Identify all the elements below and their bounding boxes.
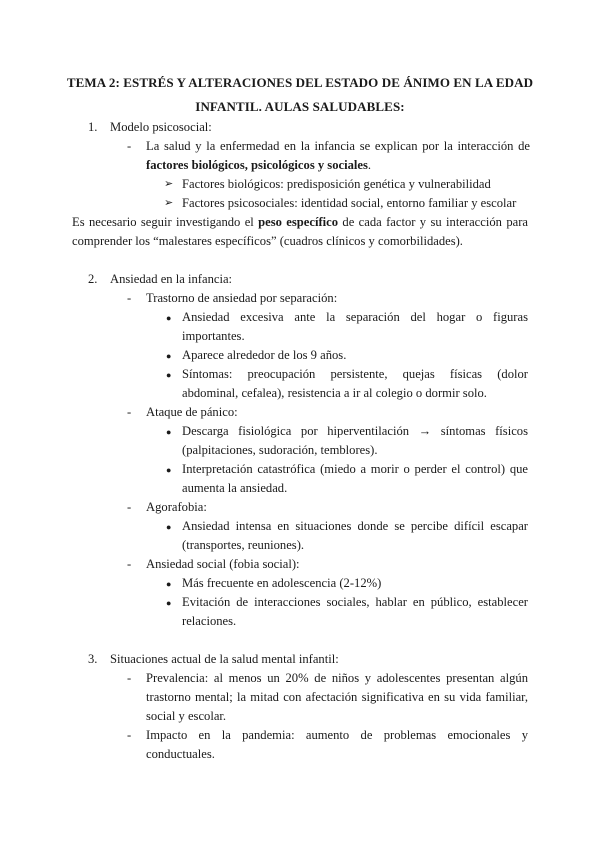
separation-bullet-3-line-1: Síntomas: preocupación persistente, quejas físicas (dolor (182, 367, 528, 381)
panic-attack-title: Ataque de pánico: (146, 405, 238, 419)
bullet-dot-icon: ● (166, 579, 172, 589)
prevalence-line-3: social y escolar. (146, 709, 227, 723)
section-3-number: 3. (88, 652, 98, 666)
separation-anxiety-title: Trastorno de ansiedad por separación: (146, 291, 338, 305)
dash-bullet: - (127, 405, 132, 419)
bullet-dot-icon: ● (166, 370, 172, 380)
dash-bullet: - (127, 139, 132, 153)
dash-bullet: - (127, 500, 132, 514)
document-title-line-1: TEMA 2: ESTRÉS Y ALTERACIONES DEL ESTADO DE ÁNIMO EN LA EDAD (66, 75, 534, 90)
bullet-dot-icon: ● (166, 522, 172, 532)
bullet-dot-icon: ● (166, 351, 172, 361)
separation-bullet-3-line-2: abdominal, cefalea), resistencia a ir al colegio o dormir solo. (182, 386, 487, 400)
factor-psychosocial: Factores psicosociales: identidad social, entorno familiar y escolar (182, 196, 517, 210)
bullet-dot-icon: ● (166, 427, 172, 437)
arrow-bullet-icon: ➢ (164, 178, 174, 190)
social-anxiety-title: Ansiedad social (fobia social): (146, 557, 300, 571)
section-2-number: 2. (88, 272, 98, 286)
bullet-dot-icon: ● (166, 465, 172, 475)
section-3-heading: Situaciones actual de la salud mental infantil: (110, 652, 339, 666)
document-title-line-2: INFANTIL. AULAS SALUDABLES: (195, 99, 405, 114)
section-1-heading: Modelo psicosocial: (110, 120, 212, 134)
dash-bullet: - (127, 291, 132, 305)
social-bullet-2-line-2: relaciones. (182, 614, 237, 628)
panic-bullet-2-line-2: aumenta la ansiedad. (182, 481, 288, 495)
section-1-paragraph-line-2: factores biológicos, psicológicos y sociales. (146, 158, 372, 172)
pandemic-impact-line-1: Impacto en la pandemia: aumento de problemas emocionales y (146, 728, 528, 742)
separation-bullet-1-line-2: importantes. (182, 329, 245, 343)
social-bullet-1: Más frecuente en adolescencia (2-12%) (182, 576, 382, 590)
section-2-heading: Ansiedad en la infancia: (110, 272, 233, 286)
bold-factors: factores biológicos, psicológicos y sociales (146, 158, 368, 172)
dash-bullet: - (127, 728, 132, 742)
panic-bullet-2-line-1: Interpretación catastrófica (miedo a morir o perder el control) que (182, 462, 528, 476)
agoraphobia-bullet-line-2: (transportes, reuniones). (182, 538, 305, 552)
bullet-dot-icon: ● (166, 313, 172, 323)
section-1-paragraph-line-1: La salud y la enfermedad en la infancia se explican por la interacción de (146, 139, 530, 153)
dash-bullet: - (127, 671, 132, 685)
panic-bullet-1-line-2: (palpitaciones, sudoración, temblores). (182, 443, 378, 457)
section-1-number: 1. (88, 120, 98, 134)
prevalence-line-2: trastorno mental; la mitad con afectación significativa en su vida familiar, (146, 690, 528, 704)
separation-bullet-2: Aparece alrededor de los 9 años. (182, 348, 347, 362)
arrow-bullet-icon: ➢ (164, 197, 174, 209)
social-bullet-2-line-1: Evitación de interacciones sociales, hablar en público, establecer (182, 595, 528, 609)
bold-specific-weight: peso específico (258, 215, 339, 229)
section-1-note-line-2: comprender los “malestares específicos” (cuadros clínicos y comorbilidades). (72, 234, 463, 248)
agoraphobia-bullet-line-1: Ansiedad intensa en situaciones donde se percibe difícil escapar (182, 519, 528, 533)
agoraphobia-title: Agorafobia: (146, 500, 207, 514)
bullet-dot-icon: ● (166, 598, 172, 608)
section-1-note-line-1: Es necesario seguir investigando el peso específico de cada factor y su interacción para (72, 215, 528, 229)
factor-biological: Factores biológicos: predisposición genética y vulnerabilidad (182, 177, 491, 191)
pandemic-impact-line-2: conductuales. (146, 747, 215, 761)
dash-bullet: - (127, 557, 132, 571)
prevalence-line-1: Prevalencia: al menos un 20% de niños y adolescentes presentan algún (146, 671, 528, 685)
separation-bullet-1-line-1: Ansiedad excesiva ante la separación del hogar o figuras (182, 310, 528, 324)
panic-bullet-1-line-1: Descarga fisiológica por hiperventilación → síntomas físicos (182, 424, 528, 438)
